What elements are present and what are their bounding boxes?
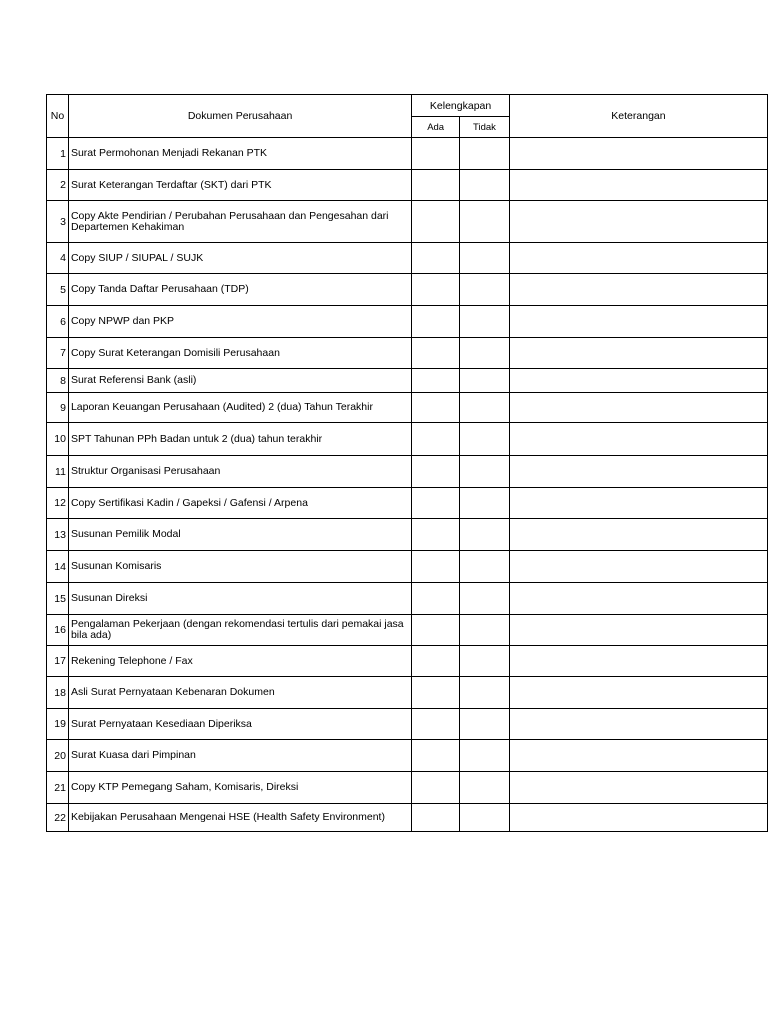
keterangan-cell[interactable] bbox=[509, 306, 767, 338]
row-number: 4 bbox=[47, 243, 69, 274]
table-row bbox=[47, 646, 768, 677]
table-row bbox=[47, 551, 768, 583]
keterangan-cell[interactable] bbox=[509, 740, 767, 772]
table-row bbox=[47, 423, 768, 456]
tidak-cell[interactable] bbox=[460, 583, 510, 615]
document-name: Copy Surat Keterangan Domisili Perusahaan bbox=[68, 338, 411, 369]
ada-cell[interactable] bbox=[412, 772, 460, 804]
ada-cell[interactable] bbox=[412, 519, 460, 551]
keterangan-cell[interactable] bbox=[509, 583, 767, 615]
ada-cell[interactable] bbox=[412, 369, 460, 393]
row-number: 3 bbox=[47, 201, 69, 243]
row-number: 13 bbox=[47, 519, 69, 551]
keterangan-cell[interactable] bbox=[509, 772, 767, 804]
ada-cell[interactable] bbox=[412, 138, 460, 170]
keterangan-cell[interactable] bbox=[509, 138, 767, 170]
keterangan-cell[interactable] bbox=[509, 615, 767, 646]
ada-cell[interactable] bbox=[412, 488, 460, 519]
ada-cell[interactable] bbox=[412, 201, 460, 243]
keterangan-cell[interactable] bbox=[509, 804, 767, 832]
tidak-cell[interactable] bbox=[460, 274, 510, 306]
document-name: Copy Sertifikasi Kadin / Gapeksi / Gafensi / Arpena bbox=[68, 488, 411, 519]
table-row bbox=[47, 804, 768, 832]
tidak-cell[interactable] bbox=[460, 201, 510, 243]
table-row bbox=[47, 243, 768, 274]
ada-cell[interactable] bbox=[412, 338, 460, 369]
ada-cell[interactable] bbox=[412, 274, 460, 306]
document-name: Kebijakan Perusahaan Mengenai HSE (Health Safety Environment) bbox=[68, 804, 411, 832]
table-row bbox=[47, 677, 768, 709]
ada-cell[interactable] bbox=[412, 615, 460, 646]
row-number: 18 bbox=[47, 677, 69, 709]
tidak-cell[interactable] bbox=[460, 615, 510, 646]
row-number: 16 bbox=[47, 615, 69, 646]
tidak-cell[interactable] bbox=[460, 772, 510, 804]
keterangan-cell[interactable] bbox=[509, 519, 767, 551]
ada-cell[interactable] bbox=[412, 306, 460, 338]
table-row bbox=[47, 201, 768, 243]
document-name: Laporan Keuangan Perusahaan (Audited) 2 (dua) Tahun Terakhir bbox=[68, 393, 411, 423]
header-ada: Ada bbox=[412, 117, 460, 138]
document-name: Surat Permohonan Menjadi Rekanan PTK bbox=[68, 138, 411, 170]
document-name: Copy NPWP dan PKP bbox=[68, 306, 411, 338]
tidak-cell[interactable] bbox=[460, 646, 510, 677]
table-row bbox=[47, 615, 768, 646]
document-name: Asli Surat Pernyataan Kebenaran Dokumen bbox=[68, 677, 411, 709]
row-number: 11 bbox=[47, 456, 69, 488]
document-name: Surat Pernyataan Kesediaan Diperiksa bbox=[68, 709, 411, 740]
keterangan-cell[interactable] bbox=[509, 274, 767, 306]
ada-cell[interactable] bbox=[412, 583, 460, 615]
ada-cell[interactable] bbox=[412, 170, 460, 201]
table-row bbox=[47, 338, 768, 369]
header-row bbox=[47, 95, 768, 117]
row-number: 10 bbox=[47, 423, 69, 456]
row-number: 15 bbox=[47, 583, 69, 615]
tidak-cell[interactable] bbox=[460, 709, 510, 740]
header-kelengkapan: Kelengkapan bbox=[412, 95, 510, 117]
tidak-cell[interactable] bbox=[460, 243, 510, 274]
row-number: 22 bbox=[47, 804, 69, 832]
document-name: Surat Kuasa dari Pimpinan bbox=[68, 740, 411, 772]
tidak-cell[interactable] bbox=[460, 423, 510, 456]
document-name: Struktur Organisasi Perusahaan bbox=[68, 456, 411, 488]
row-number: 6 bbox=[47, 306, 69, 338]
tidak-cell[interactable] bbox=[460, 677, 510, 709]
tidak-cell[interactable] bbox=[460, 138, 510, 170]
keterangan-cell[interactable] bbox=[509, 488, 767, 519]
table-row bbox=[47, 393, 768, 423]
ada-cell[interactable] bbox=[412, 709, 460, 740]
keterangan-cell[interactable] bbox=[509, 393, 767, 423]
document-name: Surat Keterangan Terdaftar (SKT) dari PTK bbox=[68, 170, 411, 201]
keterangan-cell[interactable] bbox=[509, 201, 767, 243]
table-row bbox=[47, 772, 768, 804]
row-number: 12 bbox=[47, 488, 69, 519]
document-name: Copy Tanda Daftar Perusahaan (TDP) bbox=[68, 274, 411, 306]
row-number: 17 bbox=[47, 646, 69, 677]
document-name: Copy KTP Pemegang Saham, Komisaris, Direksi bbox=[68, 772, 411, 804]
document-name: Susunan Komisaris bbox=[68, 551, 411, 583]
row-number: 19 bbox=[47, 709, 69, 740]
tidak-cell[interactable] bbox=[460, 551, 510, 583]
row-number: 20 bbox=[47, 740, 69, 772]
table-row bbox=[47, 709, 768, 740]
header-keterangan: Keterangan bbox=[509, 95, 767, 138]
tidak-cell[interactable] bbox=[460, 804, 510, 832]
keterangan-cell[interactable] bbox=[509, 456, 767, 488]
header-dokumen: Dokumen Perusahaan bbox=[68, 95, 411, 138]
table-row bbox=[47, 306, 768, 338]
document-name: Susunan Direksi bbox=[68, 583, 411, 615]
table-row bbox=[47, 740, 768, 772]
row-number: 9 bbox=[47, 393, 69, 423]
row-number: 1 bbox=[47, 138, 69, 170]
table-row bbox=[47, 519, 768, 551]
document-name: Pengalaman Pekerjaan (dengan rekomendasi tertulis dari pemakai jasa bila ada) bbox=[68, 615, 411, 646]
tidak-cell[interactable] bbox=[460, 488, 510, 519]
document-name: SPT Tahunan PPh Badan untuk 2 (dua) tahun terakhir bbox=[68, 423, 411, 456]
ada-cell[interactable] bbox=[412, 677, 460, 709]
tidak-cell[interactable] bbox=[460, 456, 510, 488]
row-number: 7 bbox=[47, 338, 69, 369]
keterangan-cell[interactable] bbox=[509, 677, 767, 709]
keterangan-cell[interactable] bbox=[509, 170, 767, 201]
ada-cell[interactable] bbox=[412, 243, 460, 274]
tidak-cell[interactable] bbox=[460, 170, 510, 201]
keterangan-cell[interactable] bbox=[509, 243, 767, 274]
row-number: 5 bbox=[47, 274, 69, 306]
ada-cell[interactable] bbox=[412, 393, 460, 423]
document-name: Copy Akte Pendirian / Perubahan Perusahaan dan Pengesahan dari Departemen Kehakiman bbox=[68, 201, 411, 243]
tidak-cell[interactable] bbox=[460, 519, 510, 551]
ada-cell[interactable] bbox=[412, 456, 460, 488]
keterangan-cell[interactable] bbox=[509, 338, 767, 369]
row-number: 2 bbox=[47, 170, 69, 201]
header-no: No bbox=[47, 95, 69, 138]
ada-cell[interactable] bbox=[412, 740, 460, 772]
keterangan-cell[interactable] bbox=[509, 646, 767, 677]
table-row bbox=[47, 274, 768, 306]
header-tidak: Tidak bbox=[460, 117, 510, 138]
ada-cell[interactable] bbox=[412, 423, 460, 456]
ada-cell[interactable] bbox=[412, 804, 460, 832]
tidak-cell[interactable] bbox=[460, 338, 510, 369]
table-row bbox=[47, 583, 768, 615]
tidak-cell[interactable] bbox=[460, 740, 510, 772]
document-name: Rekening Telephone / Fax bbox=[68, 646, 411, 677]
tidak-cell[interactable] bbox=[460, 369, 510, 393]
row-number: 8 bbox=[47, 369, 69, 393]
tidak-cell[interactable] bbox=[460, 393, 510, 423]
document-name: Surat Referensi Bank (asli) bbox=[68, 369, 411, 393]
table-row bbox=[47, 369, 768, 393]
keterangan-cell[interactable] bbox=[509, 709, 767, 740]
document-name: Copy SIUP / SIUPAL / SUJK bbox=[68, 243, 411, 274]
ada-cell[interactable] bbox=[412, 646, 460, 677]
keterangan-cell[interactable] bbox=[509, 551, 767, 583]
row-number: 14 bbox=[47, 551, 69, 583]
ada-cell[interactable] bbox=[412, 551, 460, 583]
table-row bbox=[47, 170, 768, 201]
document-checklist-table bbox=[46, 94, 768, 832]
keterangan-cell[interactable] bbox=[509, 423, 767, 456]
table-row bbox=[47, 488, 768, 519]
keterangan-cell[interactable] bbox=[509, 369, 767, 393]
tidak-cell[interactable] bbox=[460, 306, 510, 338]
row-number: 21 bbox=[47, 772, 69, 804]
table-row bbox=[47, 138, 768, 170]
document-name: Susunan Pemilik Modal bbox=[68, 519, 411, 551]
table-row bbox=[47, 456, 768, 488]
